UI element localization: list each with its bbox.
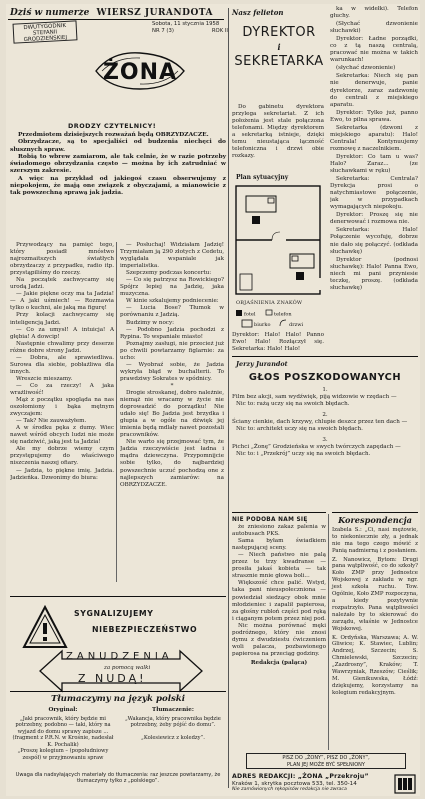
article-paragraph: — Co się patrzysz na Rowickiego? Spójrz lepiej na Jadzię, jaka muzyczna. [120, 277, 224, 298]
article-paragraph: A w środku pęka z dumy. Wiec nawet wśród obcych ludzi nie może się nadziwić, jaką jest ta Jadzia! [10, 425, 114, 446]
lead-p1: Przedmiotem dzisiejszych rozważań będą OBRZYDZACZE. [18, 131, 209, 138]
floor-plan-diagram [232, 182, 324, 302]
article-paragraph: — Jadzia, to piękne imię. Jadzia. Jadzieńka. Dzwonimy do biura: [10, 467, 114, 481]
dialogue-line: Dyrektor: Co tam u was? Halo? Zaraz... (ze słuchawkami w ręku) [330, 153, 418, 175]
nie-podoba-paragraph: Sama byłam świadkiem następującej sceny. [232, 538, 326, 552]
nie-podoba-section [232, 512, 326, 667]
article-paragraph: — Dobra, ale sprawiedliwa. Surowa dla siebie, pobłażliwa dla innych. [10, 354, 114, 375]
article-paragraph: — Co za umysł! A intuicja! A głębia! A dowcip! [10, 326, 114, 340]
article-paragraph: — Tak? Nie zauważyłem. [16, 418, 87, 425]
poem-author: Jerzy Jurandot [236, 360, 288, 368]
correspondence-section [332, 512, 418, 699]
article-paragraph: Wreszcie mieszamy. [16, 375, 73, 382]
translation-result [120, 707, 226, 741]
article-paragraph: Przywodzący na pamięć tego, który posiadł mnóstwo najrozmaitszych światłych obrzydzaczy z przypadku, radio itp. przystąpiliśmy do rzeczy. [10, 242, 114, 277]
issue-date: Sobota, 11 stycznia 1958 [152, 21, 220, 27]
poem-title: GŁOS POSZKODOWANYCH [248, 372, 402, 383]
translation-result-text-2: „Kolesiewicz z koledzy”. [141, 734, 205, 741]
stanza-number: 1. [322, 387, 328, 393]
warning-triangle-icon [22, 605, 68, 649]
stanza-line: Ściany cienkie, dach krzywy, chlupie deszcz przez ten dach — [232, 419, 408, 426]
legend-drzwi: drzwi [289, 322, 304, 328]
nie-podoba-paragraph: że zniesiono zakaz palenia w autobusach PKS. [232, 524, 326, 538]
correspondence-paragraph: Izabela S.: „Ci, nasi mężowie, to niekoniecznie zły, a jednak nie ma tego czego mówić z Panią nadmierną i z posłaniem. [332, 526, 418, 554]
signal-z-nuda: Z NUDĄ! [78, 672, 147, 685]
nie-podoba-title: NIE PODOBA NAM SIĘ [232, 517, 308, 523]
article-paragraph: — Podobno Jadzia pochodzi z Rypina. To wspaniałe miasto! [120, 326, 224, 340]
lead-heading: DRODZY CZYTELNICY! [68, 122, 157, 130]
nie-podoba-paragraph: Nic można porównać męki podróżnego, który nie znosi dymu z dwudziestu ćwiczeniem woli palacza, pozbawionego papierosa na przeciąg godziny. [232, 622, 326, 657]
correspondence-paragraph: Z. Nanowicz, Bytom: Drugi pana wątpliwość, co do szkoły? Koło ZMP przy Jednostce Wojskowej z zakładu w ngr. jest szkoła ruchu. Tow. Ogólnie, Koło ZMP rozpoczyna, a kiedy pozytywnie rozpatrzyło. Pana wątpliwości należało by to skierować do zarządu, właśnie w Jednostce Wojskowej. [332, 556, 418, 632]
felieton-intro [232, 104, 324, 160]
article-paragraph: W kinie szkalujemy podniecenie: [126, 298, 219, 305]
dialogue-line: Sekretarka: Halo! Połączenie wycofuję, dobrze nie dało się połączyć. (odkłada słuchawkę) [330, 227, 418, 255]
stamp-line-3: GRODZIEŃSKIEJ [23, 35, 68, 44]
stamp-line-1: DWUTYGODNIK [23, 22, 67, 32]
poem-stanza [232, 412, 418, 433]
zona-logo [92, 49, 188, 93]
left-column [8, 4, 226, 796]
lead-p4: A więc na przykład od jakiegoś czasu obserwujemy z niepokojem, że mają one związek z obyczajami, a mianowicie z tak powszechną sprawą jak jadzia. [10, 174, 226, 196]
stanza-line: Pichci „Żonę” Grodzieńska w swych twórczych zapędach — [232, 444, 401, 451]
translation-result-text: „Wakancja, który pracownika będzie potrzebny, żeby pójść do domu”. [125, 715, 221, 728]
dialogue-line: (Słychać dzwonienie słuchawki) [330, 21, 418, 35]
correspondence-divider [328, 514, 329, 750]
article-paragraph: Budzimy w nocy: [126, 319, 174, 326]
article-paragraph: Poznajmy zasługi, nie przecież już po chwili powtarzamy figlarnie: za ucho: [120, 340, 224, 361]
address-line-2: Kraków 1, skrytka pocztowa 533, tel. 350-14 [232, 780, 357, 787]
legend-title: OBJAŚNIENIA ZNAKÓW [236, 300, 303, 306]
felieton-tail: Dyrektor: Halo! Halo! Panno Ewo! Halo! Rozłączył się. Sekretarka: Halo! Halo! [232, 332, 324, 353]
nie-podoba-paragraph: Większość chce palić. Wstyd, taka pani nieuspołeczniona — powiedział siedzący obok mnie młodzieniec i zapalił papierosa, za głośny rubloń części pod ręką i ciąganym potem przez niej pod. [232, 580, 326, 622]
stanza-line: Film bez akcji, sam wydźwięk, piją widzowie w rzędach — [232, 394, 397, 401]
publisher-logo-icon [394, 774, 416, 794]
felieton-label: Nasz felieton [232, 8, 284, 17]
issue-number: NR 7 (3) [152, 28, 174, 34]
nie-podoba-paragraph: — Niech państwo nie palą przez te trzy kwadranse — prosiła jakaś kobieta — tak strasznie mnie głowa boli... [232, 552, 326, 580]
dialogue-line: Dyrektor: Tylko już, panno Ewo, to pilna sprawa. [330, 109, 418, 123]
article-paragraph: Następnie chwalimy przy deserze różne dobre strony Jadzi. [10, 340, 114, 354]
issue-info [152, 21, 228, 35]
felieton-dialogue [330, 6, 418, 356]
poem-section [232, 356, 418, 458]
nie-podoba-signature: Redakcja (paląca) [250, 659, 308, 666]
editorial-address [232, 774, 418, 794]
signal-title-1: SYGNALIZUJEMY [74, 609, 154, 618]
stanza-refrain: Nic to: i „Przekrój” uczy się na swoich błędach. [236, 451, 371, 458]
plan-legend [236, 308, 324, 330]
zona-logo-text: ŻONA [102, 60, 178, 85]
translation-original-text-2: „Proszę kolegium – (popołudniowy zespół) w przyjmowaniu spraw [17, 748, 109, 761]
stanza-refrain: Nic to: rażą uczy się na swoich błędach. [236, 401, 350, 408]
translation-original [10, 707, 116, 761]
article-paragraph: — Jakie piękne oczy ma ta Jadzia! — A jaki uśmiech! — Rozmawia tylko o kuchni, ale jaką ma figurę! [10, 291, 114, 312]
legend-fotel: fotel [244, 311, 256, 318]
article-paragraph: Mąż z początku spogląda na nas oszołomiony i bąka mętnym zwyczajem: [10, 397, 114, 418]
address-line-1: ADRES REDAKCJI: „ŻONA „Przekroju” [232, 773, 369, 780]
lead-text [10, 131, 226, 196]
address-line-3: Nie zamówionych rękopisów redakcja nie zwraca [232, 787, 347, 793]
newspaper-page [6, 4, 420, 796]
article-subcolumn-left [10, 242, 114, 594]
dialogue-line: Sekretarka: Niech się pan nie denerwuje, panie dyrektorze, zaraz zadzwonię do centrali z miejskiego aparatu. [330, 73, 418, 108]
article-paragraph: Szepczemy podczas koncertu: [126, 270, 212, 277]
write-line-2: PLAN JEJ MOŻE BYĆ SPEŁNIONY [287, 761, 365, 768]
dialogue-line: Dyrektor: Proszę się nie denerwować i rozmowa nie. [330, 212, 418, 226]
article-subcolumn-right [120, 242, 224, 594]
write-line-1: PISZ DO „ŻONY”, PISZ DO „ŻONY”, [282, 755, 370, 761]
signal-zanudzenia: ZANUDZENIA [66, 651, 173, 662]
issue-year: ROK II [211, 28, 228, 34]
article-paragraph: Przy kolacji zachwycamy się inteligencją Jadzi. [10, 312, 114, 326]
lead-p3: Robią to wbrew zamiarom, ale tak celnie, że w razie potrzeby świadomego obrzydzania często — można by ich zatrudniać w szerszym zakresie. [10, 152, 226, 175]
stanza-refrain: Nic to: architekt uczy się na swoich błędach. [236, 426, 363, 433]
dialogue-line: Sekretarka: Centrala? Dyrekcja prosi o natychmiastowe połączenie, jak w przypadkach wymagających niepokoju. [330, 176, 418, 211]
subcolumn-divider [116, 242, 117, 582]
article-paragraph: Nie warto się przejmować tym, że Jadzia rzeczywiście jest ładna i mądra dziewczyna. Przypomnijcie sobie tylko, do najbardziej powszechnie uczuć pochodzą one z najlepszych zamiarów: na OBRZYDZACZE. [120, 439, 224, 488]
felieton-intro-text: Do gabinetu dyrektora przylega sekretariat. Z ich położenia jest stale połączona telefonami. Między dyrektorem a sekretarką istnieje, dzięki temu nieustająca łączność telefoniczna i drzwi obie rozkazy. [232, 104, 324, 160]
stanza-number: 2. [322, 412, 328, 419]
header-bar [8, 4, 224, 20]
article-paragraph: — Wyobraź sobie, że Jadzia wykryła błąd w buchalterii. To prawdziwy Sokrates w spódnicy. [120, 361, 224, 382]
legend-telefon: telefon [274, 311, 292, 318]
translation-original-head: Oryginał: [48, 707, 78, 713]
legend-biurko: biurko [254, 322, 271, 328]
lead-p2: Obrzydzacze, są to specjaliści od budzenia niechęci do słusznych spraw. [10, 138, 226, 153]
correspondence-title: Korespondencja [338, 515, 412, 525]
felieton-title [232, 26, 326, 68]
header-wiersz: WIERSZ JURANDOTA [96, 8, 213, 18]
article-paragraph: — Co za rzeczy! A jaka wrażliwość! [10, 382, 114, 396]
dialogue-line: Dyrektor (podnosi słuchawkę): Halo! Panna Ewo, niech mi pani przyniesie teczkę, proszę. (odkłada słuchawkę) [330, 256, 418, 291]
poem-stanza [232, 387, 418, 408]
dialogue-line: (słychać dzwonienie) [336, 65, 396, 72]
right-column [232, 4, 418, 796]
stanza-number: 3. [322, 437, 328, 444]
header-dzis: Dziś w numerze [10, 8, 90, 18]
signal-box [10, 596, 226, 692]
publisher-stamp [13, 20, 78, 43]
write-to-us-box [246, 753, 406, 769]
correspondence-paragraph: K. Ordyńska, Warszawa; A. W. Gliwice; K. Stawiec, Lublin; Andrzej, Szczecin; S. Chmielewski, Szczecin; „Zazdrosny”, Kraków; T. Wawrzyniak, Rzeszów; Cieślik; M. Gienikuwska, Łódź: dziękujemy, korzystamy na kolegium redakcyjnym. [332, 634, 418, 696]
translation-original-text: „Jaki pracownik, który będzie mi potrzebny, podobno — taki, który na wyjazd do domu sprawy zapisze ... (fragment z P.R.N. w Krośnie, nadesłał K. Pochalik) [12, 715, 114, 748]
felieton-title-dyrektor: DYREKTOR [242, 25, 316, 40]
dialogue-line: ka w widełki). Telefon głuchy. [330, 6, 418, 20]
stamp-line-2: STEFANII [32, 29, 58, 37]
article-paragraph: — Posłuchaj! Widziałam Jadzię! Trzymiałam ją 290 złotych z Cedetu, wyglądała wspaniale jak imperialistka. [120, 242, 224, 270]
article-paragraph: — Lucia Bose? Tłumok w porównaniu z Jadzią. [120, 305, 224, 319]
plan-title: Plan sytuacyjny [236, 174, 289, 181]
dialogue-line: Sekretarka (dzwoni z miejskiego aparatu): Halo! Centrala! Kontynuujemy rozmowę z naczelnikiem. [330, 124, 418, 152]
translation-title: Tłumaczymy na język polski [50, 694, 186, 704]
article-paragraph: Ale my dobrze wiemy czym przystępujemy do właściwego niszczenia naszej ofiary. [10, 446, 114, 467]
signal-za-pomoca: za pomocą walki [104, 665, 151, 671]
article-paragraph: * [170, 382, 174, 389]
felieton-title-i: i [277, 42, 281, 52]
translation-note: Uwaga dla nadsyłających materiały do tłumaczenia: raz jeszcze powtarzamy, że tłumaczymy tylko z „polskiego”. [15, 772, 221, 785]
felieton-title-sekretarka: SEKRETARKA [234, 54, 324, 69]
signal-title-2: NIEBEZPIECZEŃSTWO [92, 625, 198, 634]
dialogue-line: Dyrektor: Ładne porządki, co z tą naszą centralą, pracować nie można w takich warunkach! [330, 36, 418, 64]
column-rule [228, 8, 229, 788]
translation-result-head: Tłumaczenie: [152, 707, 194, 713]
article-paragraph: Na początek zachwycamy się urodą Jadzi. [10, 277, 114, 291]
article-paragraph: Drogie stroskanej, dobro należnie, niemąż nie wracamy w życie nie doprowadzić do porządku! Nie udało się! Bo Jadzia jest brzydka i głupia a w ogóle na dźwięk jej imienia będą mdlały nawet pozostali pracowników. [120, 389, 224, 439]
poem-stanza [232, 437, 418, 458]
